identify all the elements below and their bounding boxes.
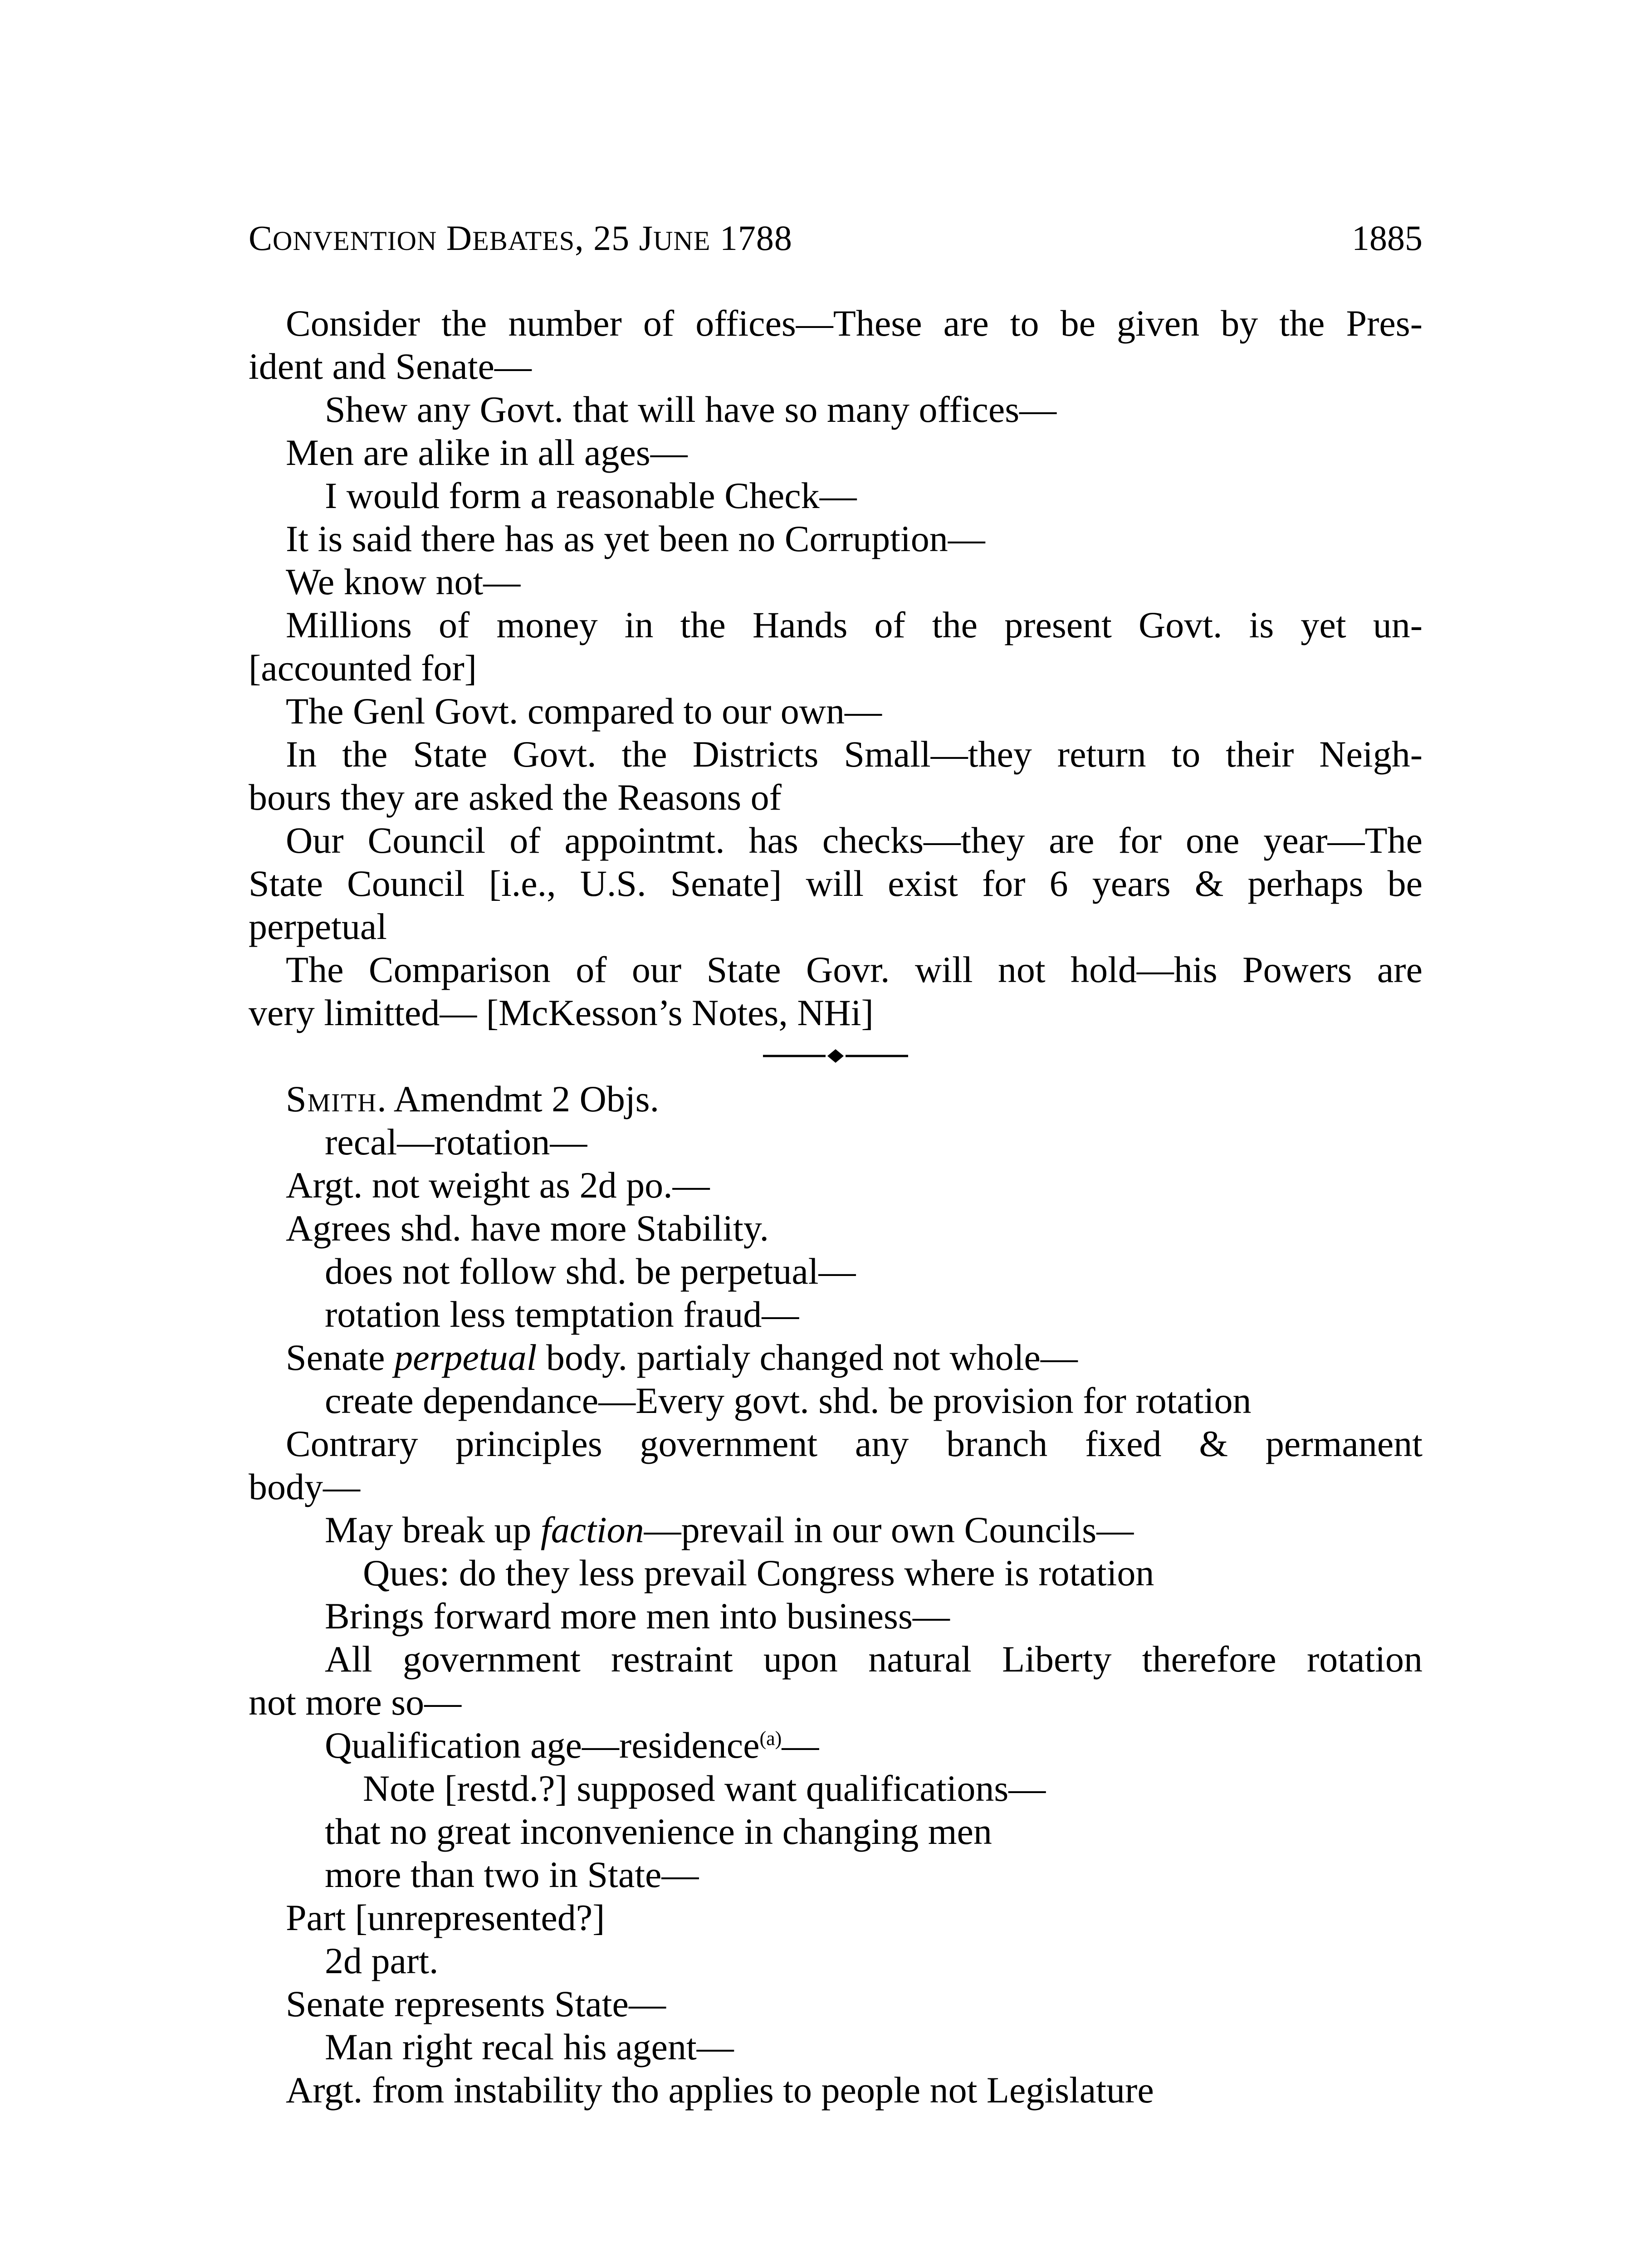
text-line: recal—rotation— — [325, 1121, 587, 1163]
text-span: . Amendmt 2 Objs. — [377, 1078, 660, 1119]
text-span: body. partialy changed not whole— — [537, 1337, 1078, 1378]
running-head-small-caps: ONVENTION — [273, 226, 437, 256]
text-line: does not follow shd. be perpetual— — [325, 1251, 856, 1292]
text-line: bours they are asked the Reasons of — [249, 777, 782, 818]
text-line: Shew any Govt. that will have so many offices— — [325, 389, 1057, 430]
text-span: Senate — [286, 1337, 395, 1378]
italic-text: perpetual — [394, 1337, 537, 1378]
speaker-name: Smith — [286, 1078, 377, 1119]
running-head — [249, 213, 792, 266]
italic-text: faction — [540, 1509, 644, 1550]
text-line: Contrary principles government any branch fixed & permanent — [286, 1423, 1423, 1464]
running-head-year: 1788 — [710, 218, 792, 258]
text-line: Note [restd.?] supposed want qualifications— — [363, 1768, 1046, 1809]
text-line: body— — [249, 1466, 360, 1507]
text-line: Millions of money in the Hands of the present Govt. is yet un- — [286, 604, 1423, 645]
text-span: May break up — [325, 1509, 541, 1550]
text-line: We know not— — [286, 561, 521, 602]
running-head-date: , 25 — [575, 218, 639, 258]
text-line: All government restraint upon natural Liberty therefore rotation — [325, 1638, 1423, 1680]
text-line — [249, 1077, 1423, 1120]
text-line: Consider the number of offices—These are to be given by the Pres- — [286, 303, 1423, 344]
text-span: —prevail in our own Councils— — [644, 1509, 1134, 1550]
text-span: — — [782, 1725, 819, 1766]
text-line: I would form a reasonable Check— — [325, 475, 857, 516]
text-line: Agrees shd. have more Stability. — [286, 1207, 769, 1249]
text-line: not more so— — [249, 1681, 462, 1723]
page-number: 1885 — [1352, 218, 1423, 258]
text-line: 2d part. — [325, 1940, 439, 1981]
running-head-cap: C — [249, 218, 273, 258]
text-line: Part [unrepresented?] — [286, 1897, 605, 1938]
text-line — [249, 1336, 1423, 1379]
text-line: ident and Senate— — [249, 346, 532, 387]
text-line: rotation less temptation fraud— — [325, 1294, 799, 1335]
text-line: In the State Govt. the Districts Small—they return to their Neigh- — [286, 733, 1423, 775]
text-line: Argt. from instability tho applies to people not Legislature — [286, 2069, 1154, 2111]
running-head-cap: D — [446, 218, 473, 258]
section-divider — [249, 1034, 1423, 1077]
text-line: create dependance—Every govt. shd. be provision for rotation — [325, 1380, 1252, 1421]
text-line — [249, 1724, 1423, 1767]
text-line: The Comparison of our State Govr. will not hold—his Powers are — [286, 949, 1423, 990]
text-line: that no great inconvenience in changing men — [325, 1811, 992, 1852]
text-line: perpetual — [249, 906, 387, 947]
text-line: It is said there has as yet been no Corruption— — [286, 518, 985, 559]
text-line: Men are alike in all ages— — [286, 432, 688, 473]
running-head-cap: J — [639, 218, 654, 258]
text-line: State Council [i.e., U.S. Senate] will exist for 6 years & perhaps be — [249, 863, 1423, 904]
diamond-ornament-icon — [763, 1047, 908, 1065]
text-span: Qualification age—residence — [325, 1725, 760, 1766]
text-line: Man right recal his agent— — [325, 2026, 734, 2068]
text-line: Our Council of appointmt. has checks—they are for one year—The — [286, 820, 1423, 861]
text-line: Ques: do they less prevail Congress where is rotation — [363, 1552, 1154, 1593]
running-head-small-caps: EBATES — [472, 226, 575, 256]
text-line: Argt. not weight as 2d po.— — [286, 1164, 710, 1206]
footnote-marker: (a) — [759, 1727, 782, 1750]
text-line: Senate represents State— — [286, 1983, 666, 2024]
text-line: The Genl Govt. compared to our own— — [286, 690, 882, 732]
text-line: Brings forward more men into business— — [325, 1595, 950, 1637]
text-line: very limitted— [McKesson’s Notes, NHi] — [249, 992, 874, 1033]
text-line — [249, 1508, 1423, 1551]
running-head-small-caps: UNE — [653, 226, 711, 256]
text-line: more than two in State— — [325, 1854, 699, 1895]
document-body — [249, 302, 1423, 2112]
text-line: [accounted for] — [249, 647, 477, 689]
